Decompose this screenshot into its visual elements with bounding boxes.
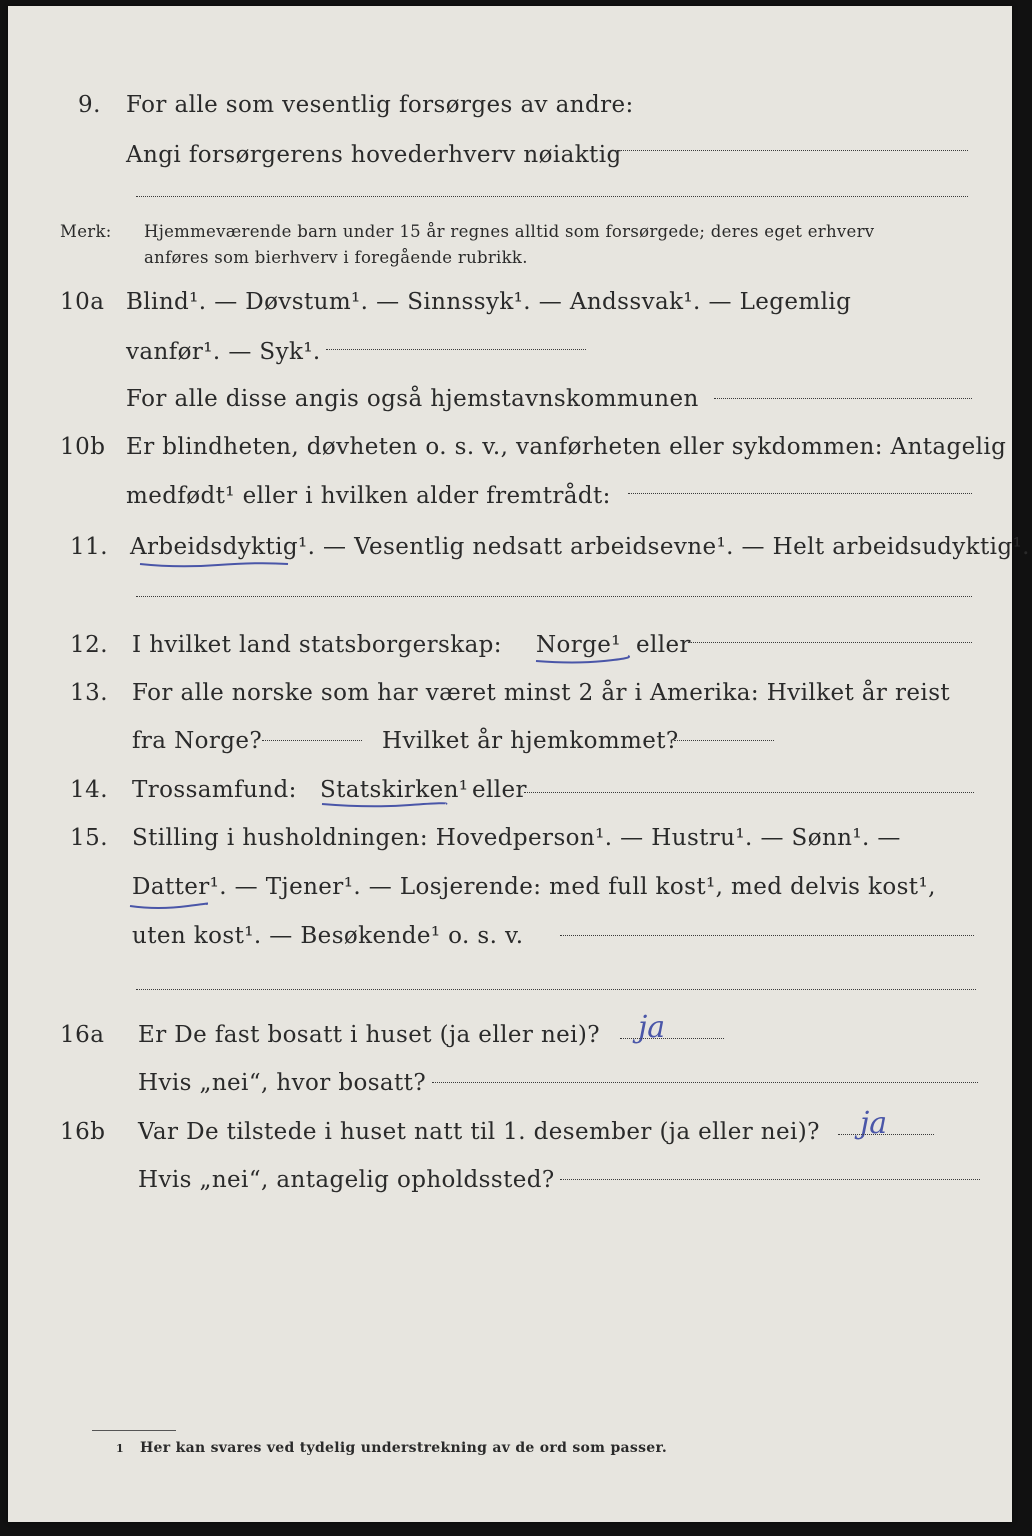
- q14-number: 14.: [70, 777, 109, 803]
- q10a-options-line1: Blind¹. — Døvstum¹. — Sinnssyk¹. — Andssvak¹. — Legemlig: [126, 289, 852, 315]
- q16b-question: Var De tilstede i huset natt til 1. desember (ja eller nei)?: [138, 1119, 820, 1145]
- q9-number: 9.: [78, 92, 101, 118]
- q13-number: 13.: [70, 680, 109, 706]
- q9-answer-line[interactable]: [614, 150, 968, 151]
- q11-options: Arbeidsdyktig¹. — Vesentlig nedsatt arbeidsevne¹. — Helt arbeidsudyktig¹.: [130, 534, 1030, 560]
- merk-note-line2: anføres som bierhverv i foregående rubrikk.: [144, 248, 528, 267]
- q16b-whereabouts-line[interactable]: [560, 1179, 980, 1180]
- q13-departure-year-line[interactable]: [262, 740, 362, 741]
- merk-note-line1: Hjemmeværende barn under 15 år regnes alltid som forsørgede; deres eget erhverv: [144, 222, 875, 241]
- q11-answer-line[interactable]: [136, 596, 972, 597]
- q13-return-label: Hvilket år hjemkommet?: [382, 728, 679, 754]
- q12-answer-line[interactable]: [688, 642, 972, 643]
- q13-return-year-line[interactable]: [674, 740, 774, 741]
- q13-question: For alle norske som har været minst 2 år i Amerika: Hvilket år reist: [132, 680, 951, 706]
- q13-departure-label: fra Norge?: [132, 728, 263, 754]
- q16b-answer-line[interactable]: [838, 1134, 934, 1135]
- q12-option-eller: eller: [636, 632, 691, 658]
- q11-number: 11.: [70, 534, 109, 560]
- q14-option-eller: eller: [472, 777, 527, 803]
- q12-question: I hvilket land statsborgerskap:: [132, 632, 502, 658]
- q10b-question-line1: Er blindheten, døvheten o. s. v., vanførheten eller sykdommen: Antagelig: [126, 434, 1007, 460]
- q10b-answer-line[interactable]: [628, 493, 972, 494]
- q15-answer-line[interactable]: [560, 935, 974, 936]
- q16a-answer-line[interactable]: [620, 1038, 724, 1039]
- q16a-number: 16a: [60, 1022, 105, 1048]
- q12-number: 12.: [70, 632, 109, 658]
- q14-option-statskirken: Statskirken¹: [320, 777, 469, 803]
- q12-handwritten-underline: [534, 652, 630, 668]
- census-form-page: [8, 6, 1030, 1522]
- q15-options-line3: uten kost¹. — Besøkende¹ o. s. v.: [132, 923, 524, 949]
- q10a-municipality-line[interactable]: [714, 398, 972, 399]
- q15-options-line1: Stilling i husholdningen: Hovedperson¹. — Hustru¹. — Sønn¹. —: [132, 825, 901, 851]
- q9-answer-line-2[interactable]: [136, 196, 968, 197]
- q16b-whereabouts-label: Hvis „nei“, antagelig opholdssted?: [138, 1167, 555, 1193]
- footnote-mark: 1: [116, 1442, 124, 1455]
- q16a-residence-line[interactable]: [432, 1082, 978, 1083]
- footnote-rule: [92, 1430, 176, 1431]
- q10b-number: 10b: [60, 434, 106, 460]
- q9-provider-label: Angi forsørgerens hovederhverv nøiaktig: [126, 142, 622, 168]
- q10a-home-municipality-label: For alle disse angis også hjemstavnskommunen: [126, 386, 699, 412]
- q16a-residence-label: Hvis „nei“, hvor bosatt?: [138, 1070, 427, 1096]
- q14-question: Trossamfund:: [132, 777, 297, 803]
- q11-handwritten-underline: [138, 556, 290, 570]
- q10a-options-line2: vanfør¹. — Syk¹.: [126, 339, 321, 365]
- q16b-handwritten-answer: ja: [860, 1106, 888, 1141]
- q10a-answer-line[interactable]: [326, 349, 586, 350]
- q14-handwritten-underline: [320, 798, 448, 812]
- q16a-handwritten-answer: ja: [638, 1010, 666, 1045]
- footnote-text: Her kan svares ved tydelig understrekning av de ord som passer.: [140, 1440, 668, 1456]
- merk-label: Merk:: [60, 222, 112, 241]
- q10a-number: 10a: [60, 289, 105, 315]
- q9-question: For alle som vesentlig forsørges av andre:: [126, 92, 634, 118]
- q15-number: 15.: [70, 825, 109, 851]
- q16b-number: 16b: [60, 1119, 106, 1145]
- q15-handwritten-underline: [128, 896, 208, 912]
- q16a-question: Er De fast bosatt i huset (ja eller nei)?: [138, 1022, 601, 1048]
- q10b-question-line2: medfødt¹ eller i hvilken alder fremtrådt:: [126, 483, 611, 509]
- q15-answer-line-2[interactable]: [136, 989, 976, 990]
- q12-option-norge: Norge¹: [536, 632, 621, 658]
- q15-options-line2: Datter¹. — Tjener¹. — Losjerende: med full kost¹, med delvis kost¹,: [132, 874, 936, 900]
- q14-answer-line[interactable]: [524, 792, 974, 793]
